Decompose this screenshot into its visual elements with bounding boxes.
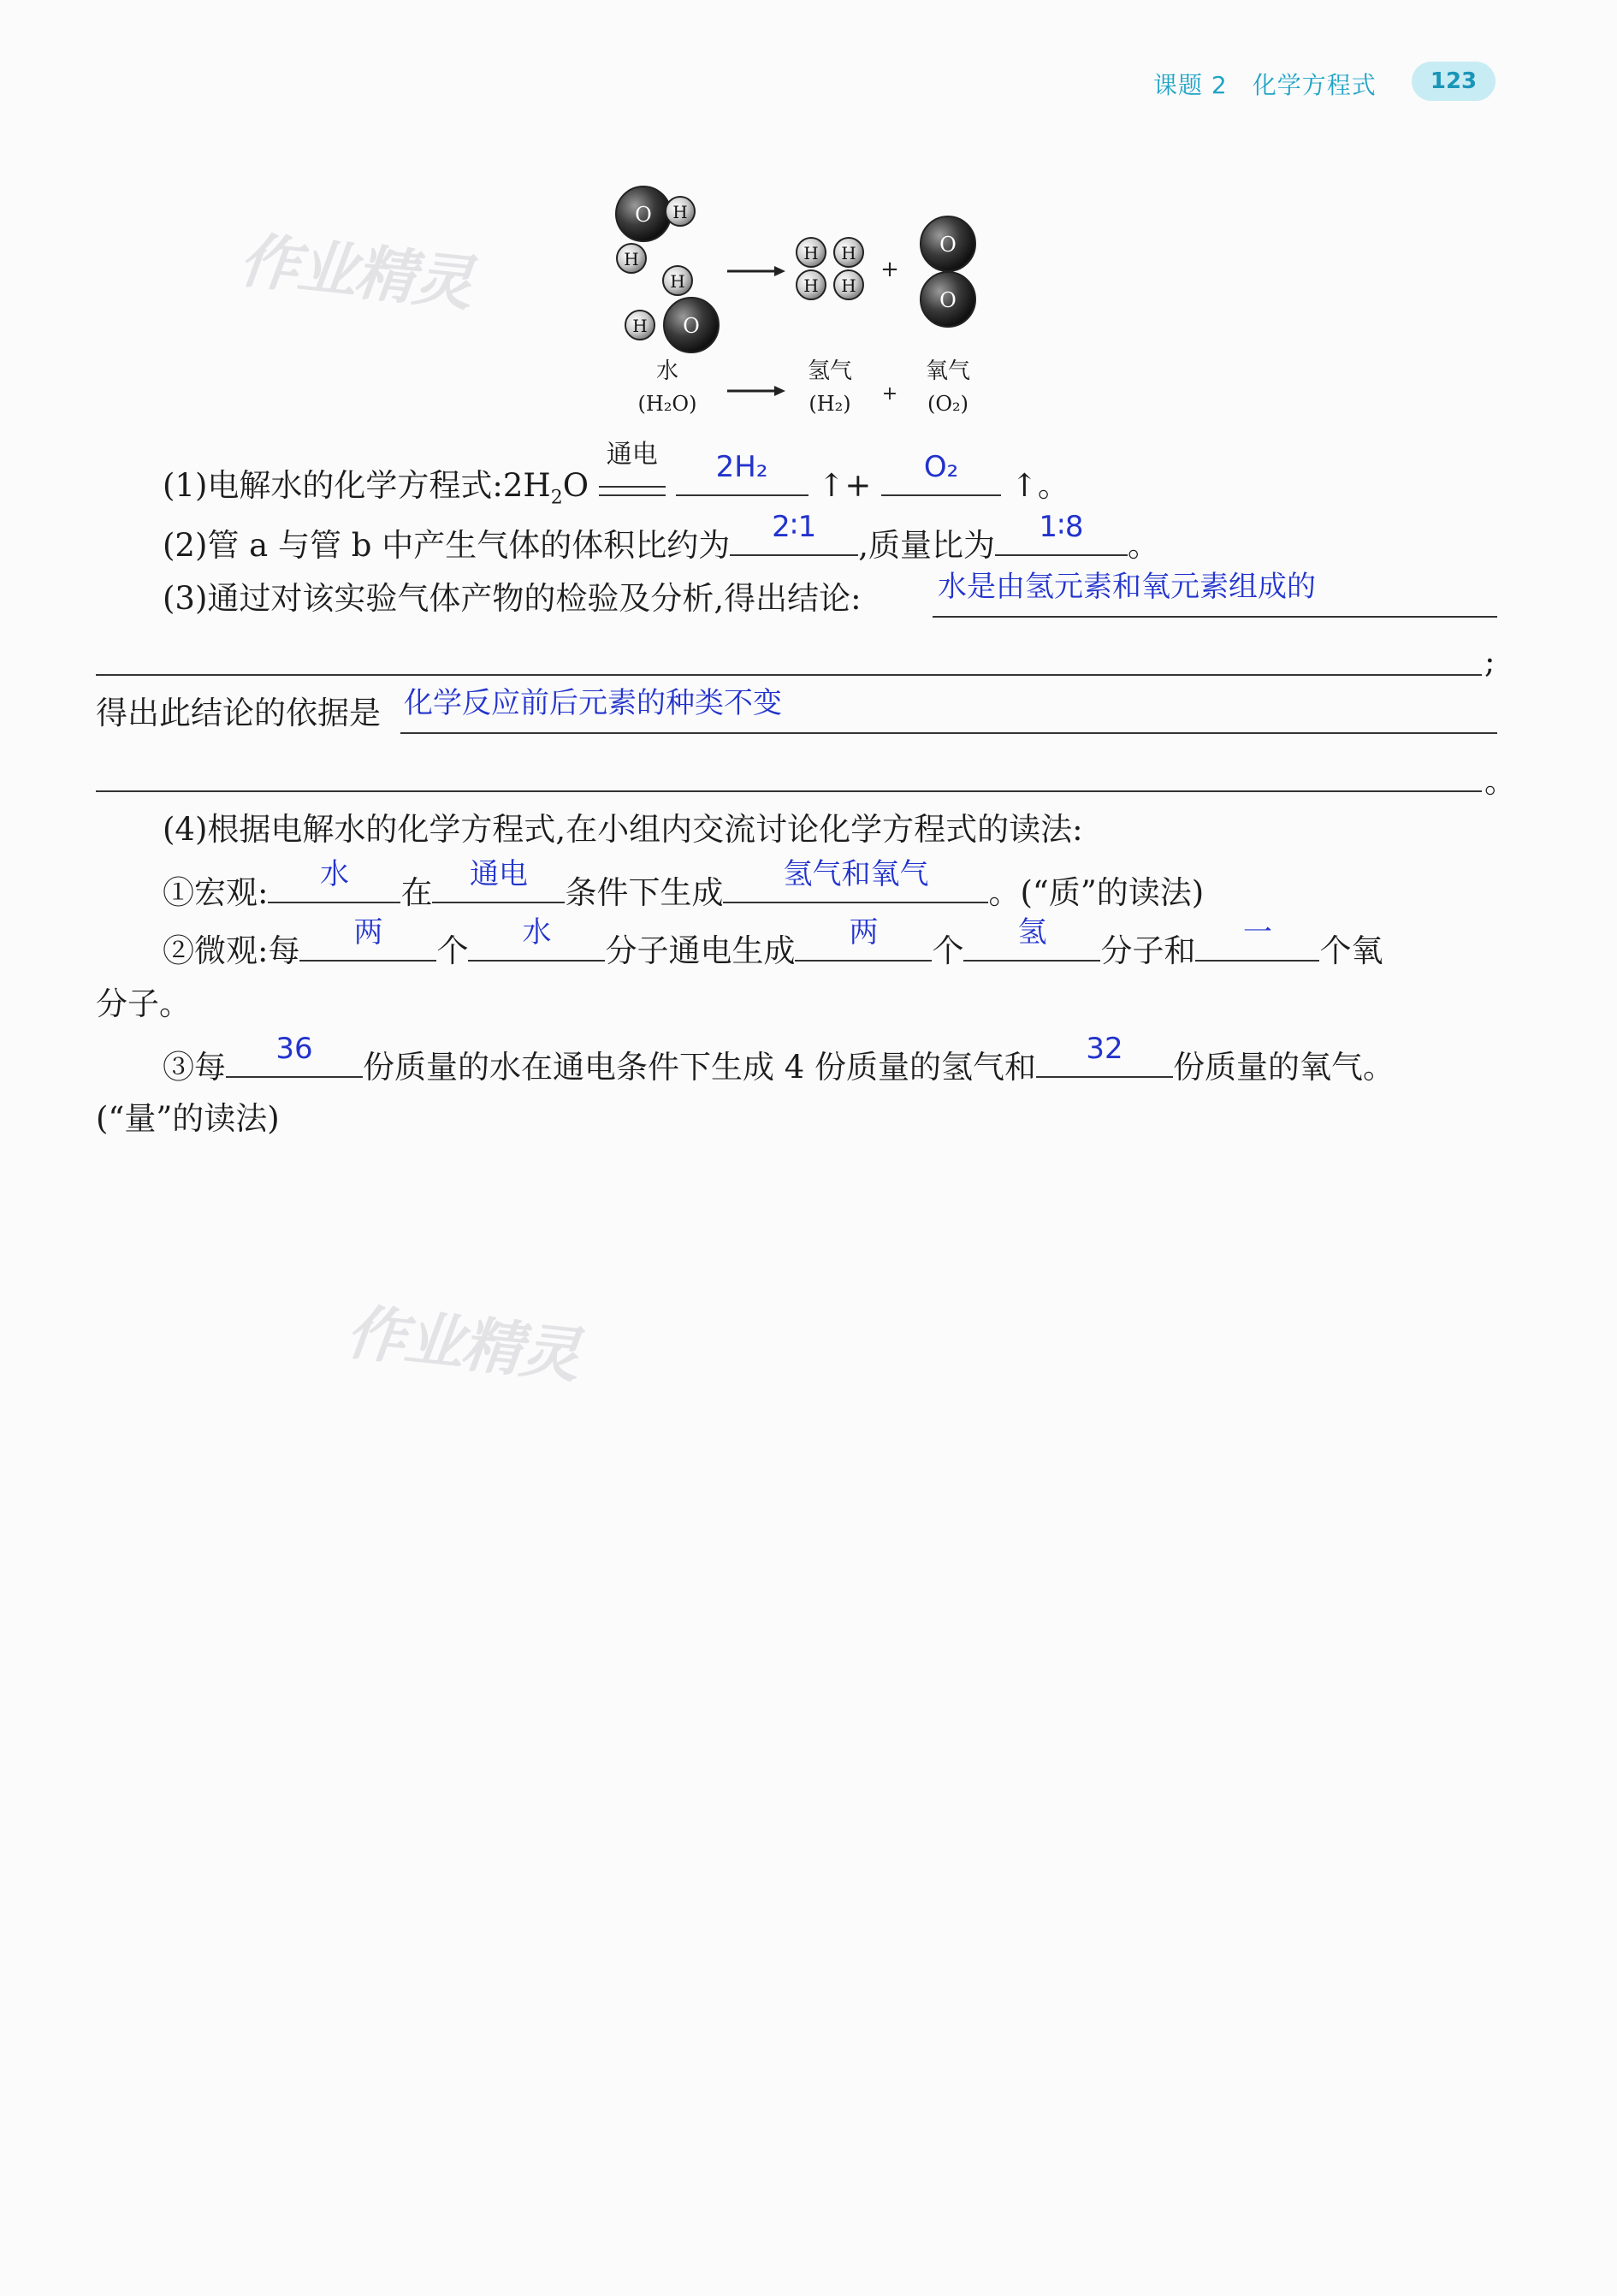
hydrogen-molecule [834,238,863,299]
oxygen-molecule [921,216,975,327]
svg-text:H: H [841,243,856,263]
page-number-badge: 123 [1412,62,1496,101]
watermark: 作业精灵 [342,1296,582,1391]
hydrogen-label: 氢气 [807,358,853,384]
page-header [1145,62,1497,103]
period: 。 [1484,763,1516,800]
basis-prompt: 得出此结论的依据是 [96,695,381,731]
answer-blank[interactable]: 2∶1 [730,520,858,556]
water-label: 水 [655,358,679,384]
answer-blank[interactable]: 32 [1036,1042,1173,1078]
macro-reading: ①宏观: 水 在 通电 条件下生成 氢气和氧气 。(“质”的读法) [163,857,1205,911]
micro-reading-continued: 分子。 [96,985,191,1022]
answer-blank[interactable]: 氢 [963,926,1100,962]
reaction-arrow [727,266,785,276]
answer-blank[interactable]: 36 [226,1042,363,1078]
plus-sign: + [881,383,898,405]
svg-text:H: H [841,275,856,296]
plus-sign: + [880,257,899,282]
answer-blank[interactable]: 两 [299,926,436,962]
water-formula: (H₂O) [637,392,697,416]
svg-text:O: O [939,233,957,257]
label-arrow [727,386,785,396]
answer-blank[interactable]: 氢气和氧气 [723,867,988,903]
question-3: (3)通过对该实验气体产物的检验及分析,得出结论: [163,580,862,617]
answer-blank[interactable]: 2H₂ [676,460,808,496]
answer-blank[interactable]: 水 [268,867,400,903]
svg-text:H: H [670,271,685,292]
svg-text:H: H [803,275,819,296]
svg-text:H: H [632,316,648,336]
answer-blank[interactable]: 水 [468,926,605,962]
watermark: 作业精灵 [235,224,475,319]
basis-answer: 化学反应前后元素的种类不变 [404,686,782,720]
semicolon: ; [1484,643,1496,680]
hydrogen-formula: (H₂) [808,392,851,416]
reaction-condition: 通电 [599,465,666,506]
lesson-title: 课题 2 化学方程式 [1153,71,1377,99]
answer-line[interactable] [96,790,1482,792]
answer-blank[interactable]: O₂ [881,460,1001,496]
water-molecule [625,266,719,352]
answer-blank[interactable]: 两 [795,926,932,962]
svg-text:H: H [624,249,639,269]
question-2: (2)管 a 与管 b 中产生气体的体积比约为 2∶1 ,质量比为 1∶8 。 [163,510,1159,564]
svg-text:O: O [683,314,700,338]
quantity-reading-continued: (“量”的读法) [96,1100,280,1137]
hydrogen-molecule [797,238,826,299]
micro-reading: ②微观:每 两 个 水 分子通电生成 两 个 氢 分子和 一 个氧 [163,915,1383,969]
electrolysis-molecule-diagram [599,175,1001,432]
question-1: (1)电解水的化学方程式$:2H_2O$ 通电 2H₂ ↑+ O₂ ↑。 [163,440,1069,509]
quantity-reading: ③每 36 份质量的水在通电条件下生成 4 份质量的氢气和 32 份质量的氧气。 [163,1032,1395,1086]
question-4-intro: (4)根据电解水的化学方程式,在小组内交流讨论化学方程式的读法: [163,811,1083,848]
svg-text:H: H [672,202,688,222]
answer-blank[interactable]: 一 [1195,926,1319,962]
oxygen-label: 氧气 [925,358,971,384]
oxygen-formula: (O₂) [927,392,969,416]
answer-line[interactable] [96,674,1482,676]
svg-text:H: H [803,243,819,263]
conclusion-answer: 水是由氢元素和氧元素组成的 [938,570,1316,604]
svg-text:O: O [939,288,957,312]
answer-blank[interactable]: 1∶8 [995,520,1128,556]
water-molecule [616,186,695,273]
answer-blank[interactable]: 通电 [432,867,565,903]
svg-text:O: O [635,203,652,227]
